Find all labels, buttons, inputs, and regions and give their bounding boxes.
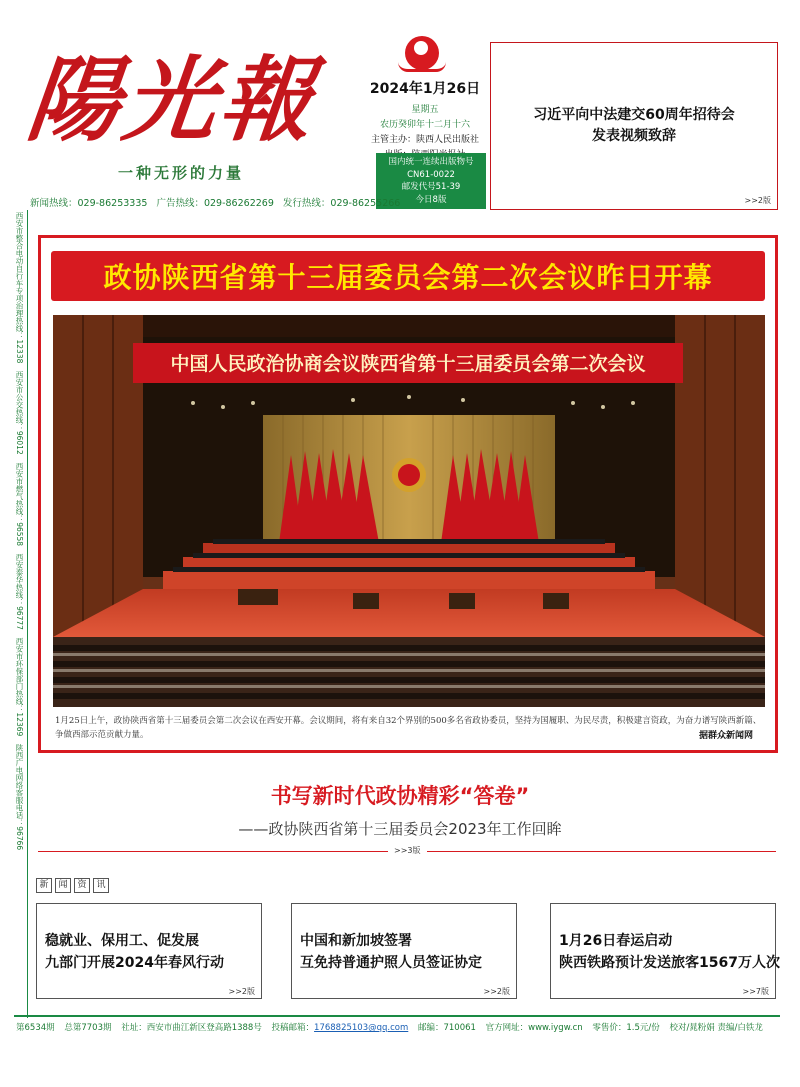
top-news-title-line: 发表视频致辞 [592, 128, 676, 144]
news-hotline: 新闻热线：029-86253335 [30, 198, 148, 209]
section-teaser-title[interactable]: 书写新时代政协精彩“答卷” [270, 784, 530, 808]
title-line: 九部门开展2024年春风行动 [45, 955, 224, 971]
divider [27, 210, 28, 1018]
issue-date: 2024年1月26日 [369, 81, 481, 97]
serial-line: CN61-0022 [407, 169, 455, 180]
title-line: 稳就业、保用工、促发展 [45, 933, 199, 949]
news-brief-card[interactable] [291, 903, 517, 999]
total-issue-number: 总第7703期 [64, 1023, 112, 1033]
news-brief-card[interactable] [36, 903, 262, 999]
label-char: 新 [36, 878, 52, 893]
issue-lunar-date: 农历癸卯年十二月十六 [379, 120, 470, 130]
page-ref[interactable]: >>3版 [388, 845, 427, 856]
headline-bar[interactable] [51, 251, 765, 301]
label-char: 资 [74, 878, 90, 893]
serial-line: 今日8版 [415, 194, 447, 205]
news-brief-title[interactable] [559, 930, 780, 974]
stage-banner-text: 中国人民政治协商会议陕西省第十三届委员会第二次会议 [170, 353, 646, 375]
label-char: 闻 [55, 878, 71, 893]
title-line: 陕西铁路预计发送旅客1567万人次 [559, 955, 780, 971]
page-ref[interactable]: >>7版 [742, 987, 769, 996]
slogan: 一种无形的力量 [118, 164, 245, 182]
page-ref[interactable]: >>2版 [228, 987, 255, 996]
newspaper-logo [20, 40, 370, 200]
emblem-base [398, 62, 446, 72]
hotlines [30, 195, 406, 209]
title-line: 1月26日春运启动 [559, 933, 673, 949]
conference-photo [53, 315, 765, 707]
news-brief-title[interactable] [300, 930, 482, 974]
price: 零售价：1.5元/份 [592, 1023, 660, 1033]
distribution-hotline: 发行热线：029-86255266 [282, 198, 401, 209]
address: 社址：西安市曲江新区登高路1388号 [121, 1023, 262, 1033]
title-line: 互免持普通护照人员签证协定 [300, 955, 482, 971]
postcode: 邮编：710061 [417, 1023, 476, 1033]
news-brief-label [36, 878, 109, 893]
top-news-title[interactable] [491, 105, 777, 147]
editors: 校对/晁粉娟 责编/白铁龙 [669, 1023, 763, 1033]
issue-weekday: 星期五 [411, 105, 439, 115]
main-story [38, 235, 778, 753]
left-service-hotlines: 西安市整合电动自行车专项治理热线：12338 西安市公交热线：96012 西安市燃气热线：96558 西安泰华热线：96777 西安市环保部门热线：12369 陕西广电网络客服电话：96766 [15, 212, 24, 851]
top-news-title-line: 习近平向中法建交60周年招待会 [533, 107, 735, 123]
serial-line: 国内统一连续出版物号 [388, 157, 474, 167]
news-brief-card[interactable] [550, 903, 780, 999]
conference-hall-illustration [53, 315, 765, 707]
photo-credit: 据群众新闻网 [698, 731, 753, 741]
section-teaser-subtitle: ——政协陕西省第十三届委员会2023年工作回眸 [238, 820, 562, 838]
issue-number: 第6534期 [16, 1023, 55, 1033]
website-link[interactable]: 官方网址：www.iygw.cn [485, 1023, 583, 1033]
email-link[interactable]: 1768825103@qq.com [314, 1023, 409, 1033]
top-news-box[interactable] [490, 42, 778, 210]
logo-text: 陽光報 [22, 46, 322, 154]
divider [14, 1015, 780, 1017]
main-headline[interactable]: 政协陕西省第十三届委员会第二次会议昨日开幕 [103, 261, 713, 294]
masthead [0, 0, 800, 210]
news-brief-title[interactable] [45, 930, 224, 974]
label-char: 讯 [93, 878, 109, 893]
serial-line: 邮发代号51-39 [401, 182, 461, 192]
email-label [272, 1023, 409, 1033]
page-ref[interactable]: >>2版 [483, 987, 510, 996]
sponsor: 主管主办：陕西人民出版社 [370, 135, 479, 145]
photo-caption: 1月25日上午，政协陕西省第十三届委员会第二次会议在西安开幕。会议期间，将有来自32个界别的500多名省政协委员，坚持为国履职、为民尽责，积极建言资政，为奋力谱写陕西新篇、争做西部示范贡献力量。 [55, 716, 762, 740]
footer [16, 1021, 786, 1033]
page-ref[interactable]: >>2版 [744, 196, 771, 205]
ad-hotline: 广告热线：029-86262269 [156, 198, 274, 209]
issue-info [365, 78, 485, 160]
title-line: 中国和新加坡签署 [300, 933, 412, 949]
email-label-text: 投稿邮箱： [271, 1023, 315, 1033]
